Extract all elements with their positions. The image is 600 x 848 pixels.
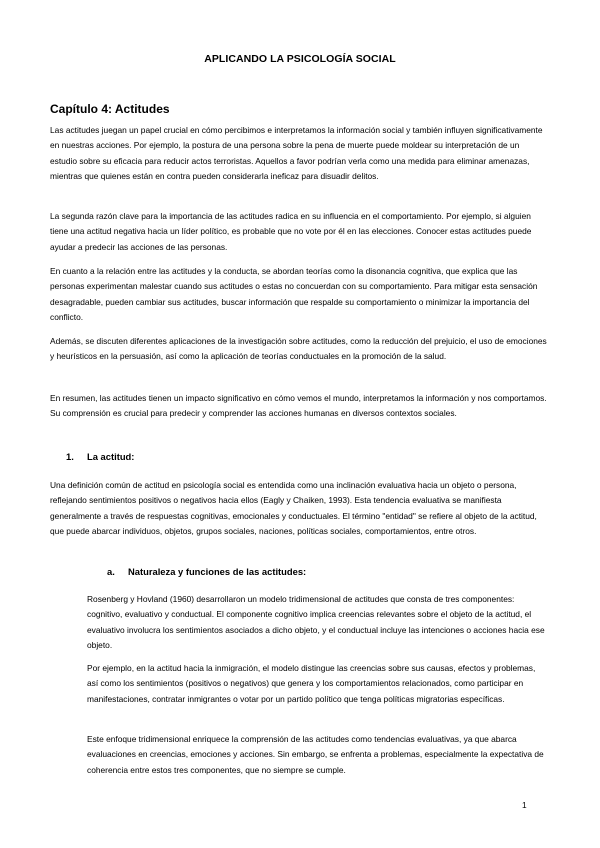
intro-paragraph-4: Además, se discuten diferentes aplicaciones de la investigación sobre actitudes, como la reducción del prejuicio, el uso de emociones y heurísticos en la persuasión, así como la aplicación de teorías conductuales en la promoción de la salud. — [50, 336, 547, 362]
page-number: 1 — [522, 800, 527, 810]
section-heading-text: La actitud: — [87, 451, 135, 462]
intro-paragraph-3: En cuanto a la relación entre las actitudes y la conducta, se abordan teorías como la disonancia cognitiva, que explica que las personas experimentan malestar cuando sus actitudes o estas no concuerdan con su comportamiento. Para mitigar esta sensación desagradable, pueden cambiar sus actitudes, buscar información que respalde su comportamiento o minimizar la importancia del conflicto. — [50, 266, 538, 323]
subsection-paragraph-2: Por ejemplo, en la actitud hacia la inmigración, el modelo distingue las creencias sobre sus causas, efectos y problemas, así como los sentimientos (positivos o negativos) que genera y los comportamientos relacionados, como participar en manifestaciones, contratar inmigrantes o votar por un partido político que tenga políticas migratorias específicas. — [87, 663, 536, 704]
subsection-letter: a. — [107, 566, 115, 577]
section-paragraph: Una definición común de actitud en psicología social es entendida como una inclinación evaluativa hacia un objeto o persona, reflejando sentimientos positivos o negativos hacia ellos (Eagly y Chaiken, 1993). Esta tendencia evaluativa se manifiesta generalmente a través de respuestas cognitivas, emocionales y conductuales. El término "entidad" se refiere al objeto de la actitud, que puede abarcar individuos, objetos, grupos sociales, naciones, políticas sociales, comportamientos, entre otros. — [50, 480, 537, 537]
intro-paragraph-1: Las actitudes juegan un papel crucial en cómo percibimos e interpretamos la información social y también influyen significativamente en nuestras acciones. Por ejemplo, la postura de una persona sobre la pena de muerte puede moldear su interpretación de un estudio sobre su eficacia para reducir actos terroristas. Aquellos a favor podrían verla como una medida para eliminar amenazas, mientras que quienes están en contra pueden considerarla ineficaz para disuadir delitos. — [50, 125, 543, 182]
intro-paragraph-5: En resumen, las actitudes tienen un impacto significativo en cómo vemos el mundo, interpretamos la información y nos comportamos. Su comprensión es crucial para predecir y comprender las acciones humanas en diversos contextos sociales. — [50, 393, 547, 419]
subsection-heading-text: Naturaleza y funciones de las actitudes: — [128, 566, 307, 577]
section-number: 1. — [66, 451, 74, 462]
subsection-paragraph-3: Este enfoque tridimensional enriquece la comprensión de las actitudes como tendencias evaluativas, ya que abarca evaluaciones en creencias, emociones y acciones. Sin embargo, se enfrenta a problemas, especialmente la expectativa de coherencia entre estos tres componentes, que no siempre se cumple. — [87, 734, 544, 775]
subsection-heading — [107, 566, 306, 577]
chapter-heading: Capítulo 4: Actitudes — [50, 102, 170, 116]
intro-paragraph-2: La segunda razón clave para la importancia de las actitudes radica en su influencia en el comportamiento. Por ejemplo, si alguien tiene una actitud negativa hacia un líder político, es probable que no vote por él en las elecciones. Conocer estas actitudes puede ayudar a predecir las acciones de las personas. — [50, 211, 532, 252]
section-heading — [66, 451, 134, 462]
subsection-paragraph-1: Rosenberg y Hovland (1960) desarrollaron un modelo tridimensional de actitudes que consta de tres componentes: cognitivo, evaluativo y conductual. El componente cognitivo implica creencias relevantes sobre el objeto de la actitud, el evaluativo involucra los sentimientos asociados a dicho objeto, y el conductual incluye las intenciones o acciones hacia ese objeto. — [87, 594, 545, 651]
document-title: APLICANDO LA PSICOLOGÍA SOCIAL — [204, 53, 396, 65]
